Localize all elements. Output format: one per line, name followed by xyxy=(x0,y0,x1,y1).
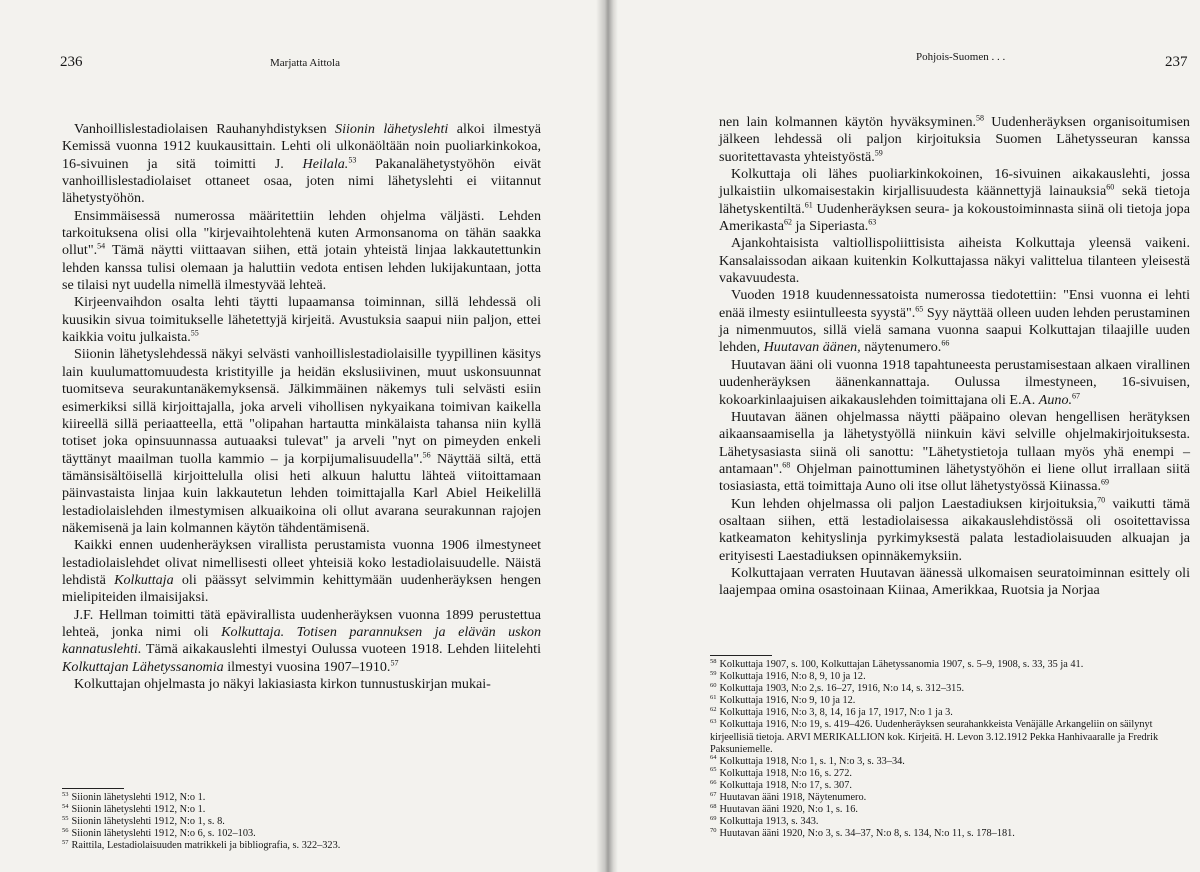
footnote xyxy=(62,816,532,828)
footnote-number: 64 xyxy=(710,754,717,762)
footnote-number: 61 xyxy=(710,693,717,701)
footnote xyxy=(62,840,532,852)
running-head: Marjatta Aittola xyxy=(270,57,340,69)
footnote-text: Kolkuttaja 1903, N:o 2,s. 16–27, 1916, N:o 14, s. 312–315. xyxy=(719,683,965,695)
footnote-text: Siionin lähetyslehti 1912, N:o 6, s. 102–103. xyxy=(71,828,256,840)
footnote xyxy=(710,756,1182,768)
footnote xyxy=(710,768,1182,780)
footnote-number: 63 xyxy=(710,718,717,726)
footnote xyxy=(62,804,532,816)
footnote-number: 56 xyxy=(62,826,69,834)
footnote-text: Siionin lähetyslehti 1912, N:o 1. xyxy=(71,804,206,816)
footnote-number: 53 xyxy=(62,790,69,798)
footnote-number: 59 xyxy=(710,669,717,677)
footnote-rule xyxy=(710,655,772,656)
paragraph: Vanhoillislestadiolaisen Rauhanyhdistyksen Siionin lähetyslehti alkoi ilmestyä Kemissä vuonna 1912 kuukausittain. Lehti oli ulkonäöltään noin puoliarkinkokoa, 16-sivuinen ja sitä toimitti J. Heilala.$^{53}$ Pakanalähetystyöhön eivät vanhoillislestadiolaiset ottaneet osaa, joten nimi lähetyslehti ei viitannut lähetystyöhön. xyxy=(62,121,541,207)
paragraph: Ensimmäisessä numerossa määritettiin lehden ohjelma väljästi. Lehden tarkoituksena olisi olla "kirjevaihtolehtenä kuten Armonsanoma on tähän saakka ollut".$^{54}$ Tämä näytti viittaavan siihen, että jotain yhteistä linjaa lakkautettunkin lehden kanssa tulisi olemaan ja haluttiin vedota entisen lehden lukijakuntaan, jotta se tilaisi nyt uudella nimellä ilmestyvää lehteä. xyxy=(62,207,541,294)
footnote-number: 55 xyxy=(62,814,69,822)
footnote-number: 69 xyxy=(710,814,717,822)
paragraph: Kun lehden ohjelmassa oli paljon Laestadiuksen kirjoituksia,$^{70}$ vaikutti tämä osaltaan siihen, että lestadiolaisessa aikakauslehdistössä oli osoitettavissa katkeamaton kehityslinja pyrkimyksestä palata lestadiolaisuuden alkuajan ja erityisesti Laestadiuksen opinnäkemyksiin. xyxy=(719,494,1190,564)
footnotes xyxy=(710,659,1182,840)
footnote xyxy=(710,828,1182,840)
page-number: 237 xyxy=(1165,54,1188,70)
footnote-text: Kolkuttaja 1918, N:o 17, s. 307. xyxy=(719,779,852,791)
footnote-number: 54 xyxy=(62,802,69,810)
footnote-text: Huutavan ääni 1920, N:o 3, s. 34–37, N:o 8, s. 134, N:o 11, s. 178–181. xyxy=(719,828,1015,840)
footnote xyxy=(710,695,1182,707)
footnote xyxy=(710,683,1182,695)
right-page xyxy=(608,0,1200,872)
paragraph: Kirjeenvaihdon osalta lehti täytti lupaamansa toiminnan, sillä lehdessä oli kuusikin sivua toimitukselle lähetettyjä kirjeitä. Avustuksia saapui niin paljon, ettei kaikkia voitu julkaista.$^{55}$ xyxy=(62,294,541,346)
footnote xyxy=(62,792,532,804)
footnote xyxy=(710,719,1182,755)
footnote-text: Kolkuttaja 1918, N:o 16, s. 272. xyxy=(719,767,852,779)
footnote-text: Kolkuttaja 1916, N:o 19, s. 419–426. Uudenheräyksen seurahankkeista Venäjälle Arkangeliin on säilynyt kirjeellisiä tietoja. ARVI MERIKALLION kok. Kirjeitä. H. Levon 3.12.1912 Pekka Hanhivaaralle ja Fredrik Paksuniemelle. xyxy=(710,719,1159,755)
footnote xyxy=(710,792,1182,804)
footnote-text: Kolkuttaja 1918, N:o 1, s. 1, N:o 3, s. 33–34. xyxy=(719,755,905,767)
footnote-text: Kolkuttaja 1913, s. 343. xyxy=(719,816,819,828)
footnote-number: 65 xyxy=(710,766,717,774)
footnote-number: 70 xyxy=(710,826,717,834)
paragraph: Huutavan ääni oli vuonna 1918 tapahtuneesta perustamisestaan alkaen virallinen uudenheräyksen äänenkannattaja. Oulussa ilmestyneen, 16-sivuisen, kokoarkinlaajuisen aikakauslehden toimittajana oli E.A. Auno.$^{67}$ xyxy=(719,356,1190,408)
footnote xyxy=(710,707,1182,719)
footnote xyxy=(710,816,1182,828)
paragraph: Vuoden 1918 kuudennessatoista numerossa tiedotettiin: "Ensi vuonna ei lehti enää ilmesty esiintulleesta syystä".$^{65}$ Syy näyttää olleen uuden lehden perustaminen ja nimenmuutos, sillä vielä samana vuonna saapui Kolkuttajan tilaajille uuden lehden, Huutavan äänen, näytenumero.$^{66}$ xyxy=(719,287,1190,356)
footnote-number: 58 xyxy=(710,657,717,665)
footnotes xyxy=(62,792,532,852)
footnote-number: 68 xyxy=(710,802,717,810)
footnote-number: 60 xyxy=(710,681,717,689)
footnote-text: Huutavan ääni 1918, Näytenumero. xyxy=(719,792,867,804)
footnote xyxy=(710,780,1182,792)
page-number: 236 xyxy=(60,54,83,70)
body-text xyxy=(62,121,541,693)
footnote-text: Huutavan ääni 1920, N:o 1, s. 16. xyxy=(719,804,858,816)
paragraph: Kolkuttajaan verraten Huutavan äänessä ulkomaisen seuratoiminnan esittely oli laajempaa omina osastoinaan Kiinaa, Amerikkaa, Ruotsia ja Norjaa xyxy=(719,564,1190,599)
footnote xyxy=(62,828,532,840)
footnote-text: Raittila, Lestadiolaisuuden matrikkeli ja bibliografia, s. 322–323. xyxy=(71,840,341,852)
footnote-text: Kolkuttaja 1916, N:o 3, 8, 14, 16 ja 17, 1917, N:o 1 ja 3. xyxy=(719,707,953,719)
running-head: Pohjois-Suomen . . . xyxy=(916,51,1006,63)
footnote xyxy=(710,671,1182,683)
footnote-number: 67 xyxy=(710,790,717,798)
footnote-text: Siionin lähetyslehti 1912, N:o 1, s. 8. xyxy=(71,816,225,828)
footnote-rule xyxy=(62,788,124,789)
paragraph: nen lain kolmannen käytön hyväksyminen.$^{58}$ Uudenheräyksen organisoitumisen jälkeen lehdessä oli paljon kirjoituksia Suomen Lähetysseuran kanssa suoritettavasta yhteistyöstä.$^{59}$ xyxy=(719,113,1190,165)
footnote xyxy=(710,659,1182,671)
footnote-number: 66 xyxy=(710,778,717,786)
paragraph: Ajankohtaisista valtiollispoliittisista aiheista Kolkuttaja yleensä vaikeni. Kansalaissodan aikaan kuitenkin Kolkuttajassa näkyi valittelua tilanteen yleisestä vakavuudesta. xyxy=(719,235,1190,287)
footnote-number: 57 xyxy=(62,838,69,846)
footnote-number: 62 xyxy=(710,705,717,713)
paragraph: J.F. Hellman toimitti tätä epävirallista uudenheräyksen vuonna 1899 perustettua lehteä, jonka nimi oli Kolkuttaja. Totisen parannuksen ja elävän uskon kannatuslehti. Tämä aikakauslehti ilmestyi Oulussa vuoteen 1918. Lehden liitelehti Kolkuttajan Lähetyssanomia ilmestyi vuosina 1907–1910.57 xyxy=(62,606,542,675)
paragraph: Siionin lähetyslehdessä näkyi selvästi vanhoillislestadiolaisille tyypillinen käsitys lain kuulumattomuudesta kristityille ja heidän ekslusiivinen, muut uskonsuunnat tuomitseva seurakuntanäkemyksensä. Jälkimmäinen näkemys tuli selvästi esiin esimerkiksi sillä kirjoittajalla, joka arveli vihollisen nykyaikana toimivan kaikella kiireellä sillä periaatteella, että "olipahan hartautta minkälaista tahansa niin kyllä totiset joka opinsuunnassa autuaaksi tulevat" ja arveli "nyt on pimeyden enkeli täyttänyt maailman tuolla kammio – ja korpijumalisuudella".$^{56}$ Näyttää siltä, että tämänsisältöisellä kirjoittelulla olisi heti alkuun haluttu lähteä viitoittamaan päinvastaista linjaa kuin lakkautetun lehden toimittajalla Karl Abiel Heikelillä lestadiolaislehden ilmestymisen alkuaikoina oli ollut avarana seurakunnan rajojen näkemisenä ja lain kolmannen käytön tähdentämisenä. xyxy=(62,346,541,536)
footnote-text: Kolkuttaja 1916, N:o 9, 10 ja 12. xyxy=(719,695,856,707)
footnote-text: Kolkuttaja 1916, N:o 8, 9, 10 ja 12. xyxy=(719,671,866,683)
paragraph: Kolkuttaja oli lähes puoliarkinkokoinen, 16-sivuinen aikakauslehti, jossa julkaistiin ulkomaisestakin kirjallisuudesta käännettyjä lainauksia$^{60}$ sekä tietoja lähetyskentiltä.$^{61}$ Uudenheräyksen seura- ja kokoustoiminnasta siinä oli tietoja jopa Amerikasta$^{62}$ ja Siperiasta.$^{63}$ xyxy=(719,166,1190,235)
paragraph: Kolkuttajan ohjelmasta jo näkyi lakiasiasta kirkon tunnustuskirjan mukai- xyxy=(74,676,491,692)
footnote-text: Siionin lähetyslehti 1912, N:o 1. xyxy=(71,792,206,803)
paragraph: Huutavan äänen ohjelmassa näytti pääpaino olevan hengellisen herätyksen aikaansaamisella ja lähetystyöllä niinkuin kävi selville ohjelmakirjoituksesta. Lähetysasiasta siinä oli sanottu: "Lähetystietoja tullaan myös yhä enempi – antamaan".$^{68}$ Ohjelman painottuminen lähetystyöhön ei liene ollut irrallaan siitä tosiasiasta, että toimittaja Auno oli itse ollut lähetystyössä Kiinassa.$^{69}$ xyxy=(719,408,1190,495)
body-text xyxy=(719,114,1190,600)
footnote-text: Kolkuttaja 1907, s. 100, Kolkuttajan Lähetyssanomia 1907, s. 5–9, 1908, s. 33, 35 ja 41. xyxy=(719,659,1084,670)
paragraph: Kaikki ennen uudenheräyksen virallista perustamista vuonna 1906 ilmestyneet lestadiolaislehdet olivat nimellisesti olleet yhteisiä koko lestadiolaisuudelle. Näistä lehdistä Kolkuttaja oli päässyt selvimmin kehittymään uudenheräyksen hengen mielipiteiden ilmaisijaksi. xyxy=(62,537,541,606)
footnote xyxy=(710,804,1182,816)
